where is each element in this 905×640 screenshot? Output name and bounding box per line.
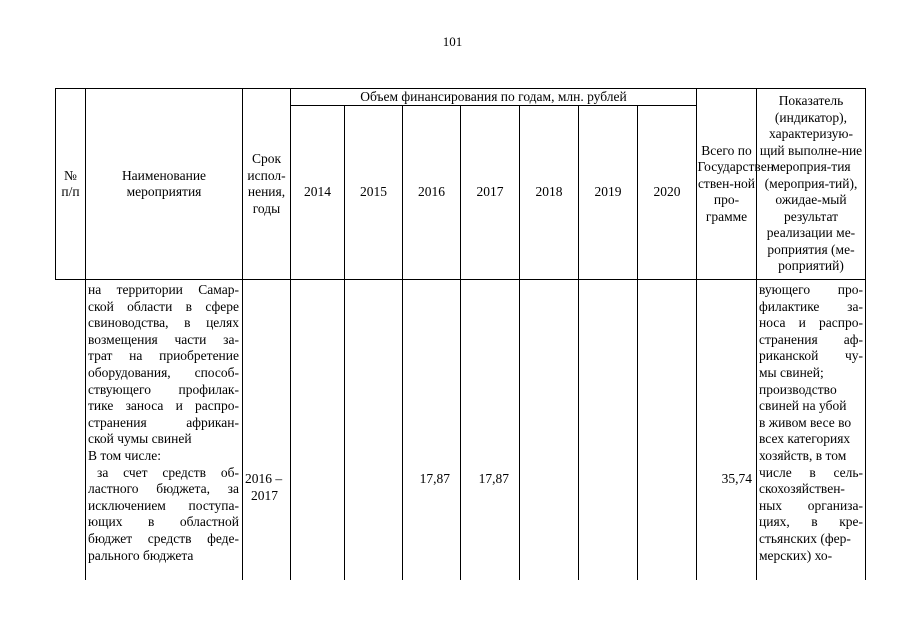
value-2016: 17,87 — [419, 471, 450, 486]
indicator-line: стьянских (фер- — [759, 530, 851, 546]
indicator-line: всех категориях — [759, 431, 851, 447]
name-line: ской чумы свиней — [88, 431, 192, 447]
name-line: трат на приобретение — [88, 348, 239, 364]
header-year-2017 — [460, 105, 520, 280]
header-year-2014 — [290, 105, 345, 280]
indicator-line: ных организа- — [759, 497, 863, 513]
indicator-line: хозяйств, в том — [759, 447, 847, 463]
name-cell — [88, 282, 239, 564]
indicator-line: мерских) хо- — [759, 547, 833, 563]
header-year-2017-text: 2017 — [476, 184, 504, 200]
header-indicator-text: Показатель (индикатор), характеризую-щий выполне-ние мероприя-тия (мероприя-тий), ожидае-мый результат реализации ме-роприятия (ме-роприятий) — [759, 93, 863, 274]
subheading-line: В том числе: — [88, 447, 161, 463]
header-year-2019 — [578, 105, 638, 280]
header-year-2019-text: 2019 — [594, 184, 622, 200]
header-term-text: Срок испол-нения, годы — [247, 151, 286, 216]
header-year-2018 — [519, 105, 579, 280]
header-name-text: Наименование мероприятия — [121, 167, 207, 199]
col-line-name — [242, 280, 243, 580]
col-line-2020 — [696, 280, 697, 580]
header-year-2020 — [637, 105, 697, 280]
name-line: ластного бюджета, за — [88, 481, 239, 497]
header-year-2020-text: 2020 — [653, 184, 681, 200]
indicator-line: мы свиней; — [759, 364, 824, 380]
header-year-2016-text: 2016 — [418, 184, 445, 200]
name-line: за счет средств об- — [97, 464, 239, 480]
header-total — [696, 88, 774, 280]
name-line: рального бюджета — [88, 547, 194, 563]
col-line-2014 — [344, 280, 345, 580]
col-line-2015 — [402, 280, 403, 580]
header-year-2018-text: 2018 — [535, 184, 563, 200]
col-line-right — [865, 280, 866, 580]
name-line: ствующего профилак- — [88, 381, 239, 397]
indicator-line: свиней на убой — [759, 398, 847, 414]
indicator-line: числе в сель- — [759, 464, 863, 480]
header-term — [242, 88, 291, 280]
header-year-2014-text: 2014 — [304, 184, 331, 200]
name-line: ской области в сфере — [88, 298, 239, 314]
indicator-line: скохозяйствен- — [759, 481, 845, 497]
indicator-line: в живом весе во — [759, 414, 852, 430]
value-2017: 17,87 — [478, 471, 509, 486]
indicator-line: филактике за- — [759, 298, 863, 314]
name-line: исключением поступа- — [88, 497, 239, 513]
indicator-cell — [759, 282, 863, 564]
indicator-line: вующего про- — [759, 282, 863, 297]
indicator-line: носа и распро- — [759, 315, 863, 331]
name-line: оборудования, способ- — [88, 364, 239, 380]
header-year-2016 — [402, 105, 461, 280]
col-line-term — [290, 280, 291, 580]
header-total-text: Всего по Государствен ствен-ной про-грамме — [697, 142, 774, 224]
name-line: на территории Самар- — [88, 282, 239, 297]
term-line-2: 2017 — [251, 487, 278, 503]
header-number — [55, 88, 86, 280]
col-line-2019 — [637, 280, 638, 580]
col-line-2018 — [578, 280, 579, 580]
header-financing-text: Объем финансирования по годам, млн. рублей — [360, 88, 627, 104]
col-line-2016 — [460, 280, 461, 580]
header-year-2015-text: 2015 — [360, 184, 387, 200]
value-total: 35,74 — [721, 471, 752, 486]
indicator-line: производство — [759, 381, 837, 397]
name-line: странения африкан- — [88, 414, 239, 430]
header-indicator — [756, 88, 866, 280]
name-line: бюджет средств феде- — [88, 530, 239, 546]
header-year-2015 — [344, 105, 403, 280]
name-line: ющих в областной — [88, 514, 239, 530]
term-line-1: 2016 – — [245, 471, 283, 486]
col-line-total — [756, 280, 757, 580]
col-line-2017 — [519, 280, 520, 580]
term-cell — [245, 471, 291, 504]
page-number: 101 — [442, 34, 463, 49]
header-financing-group — [290, 88, 697, 106]
indicator-line: странения аф- — [759, 331, 863, 347]
header-number-text: № п/п — [61, 167, 80, 199]
indicator-line: риканской чу- — [759, 348, 863, 364]
indicator-line: циях, в кре- — [759, 514, 863, 530]
name-line: тике заноса и распро- — [88, 398, 239, 414]
name-line: свиноводства, в целях — [88, 315, 239, 331]
name-line: возмещения части за- — [88, 331, 239, 347]
header-name — [85, 88, 243, 280]
col-line-left — [85, 280, 86, 580]
